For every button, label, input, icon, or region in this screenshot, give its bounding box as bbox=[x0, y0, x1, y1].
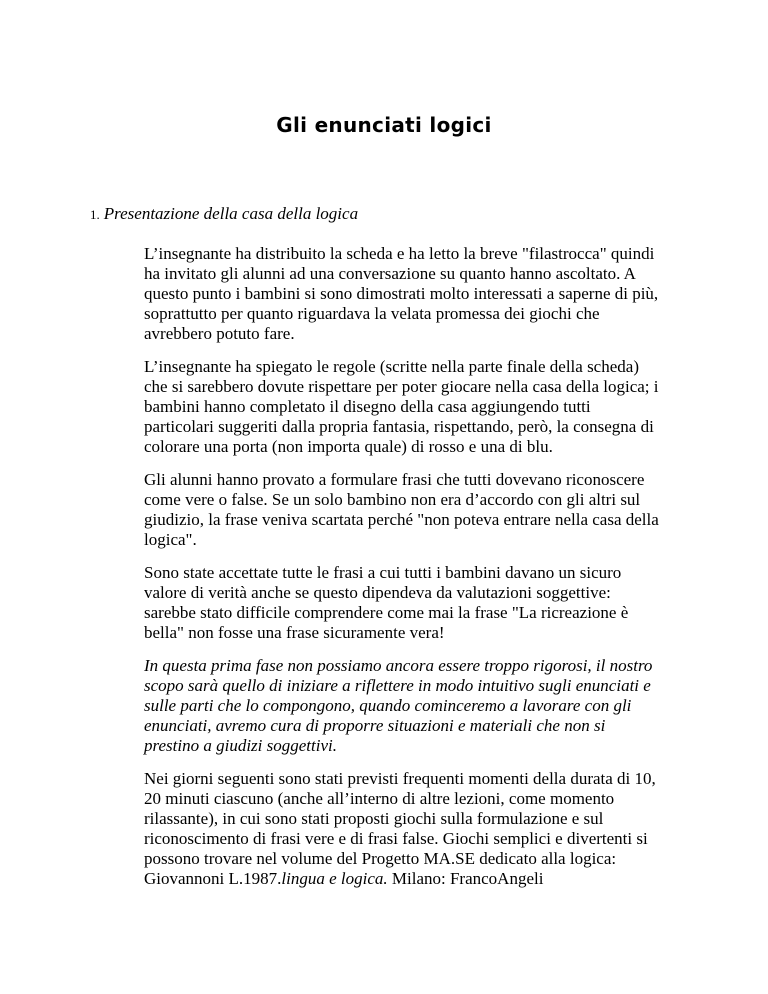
section-heading bbox=[90, 203, 358, 226]
section-heading-text: Presentazione della casa della logica bbox=[103, 204, 359, 223]
paragraph-2: L’insegnante ha spiegato le regole (scritte nella parte finale della scheda) che si sarebbero dovute rispettare per poter giocare nella casa della logica; i bambini hanno completato il disegno della casa aggiungendo tutti particolari suggeriti dalla propria fantasia, rispettando, però, la consegna di colorare una porta (non importa quale) di rosso e una di blu. bbox=[144, 357, 659, 456]
document-title: Gli enunciati logici bbox=[276, 113, 492, 137]
paragraph-6 bbox=[144, 769, 664, 889]
section-number: 1. bbox=[90, 207, 100, 222]
section-body bbox=[144, 244, 664, 902]
paragraph-6-publisher: Milano: FrancoAngeli bbox=[387, 869, 544, 888]
paragraph-1: L’insegnante ha distribuito la scheda e ha letto la breve "filastrocca" quindi ha invitato gli alunni ad una conversazione su quanto hanno ascoltato. A questo punto i bambini si sono dimostrati molto interessati a saperne di più, soprattutto per quanto riguardava la velata promessa dei giochi che avrebbero potuto fare. bbox=[144, 244, 659, 343]
paragraph-5-note: In questa prima fase non possiamo ancora essere troppo rigorosi, il nostro scopo sarà quello di iniziare a riflettere in modo intuitivo sugli enunciati e sulle parti che lo compongono, quando cominceremo a lavorare con gli enunciati, avremo cura di proporre situazioni e materiali che non si prestino a giudizi soggettivi. bbox=[144, 656, 653, 755]
paragraph-3: Gli alunni hanno provato a formulare frasi che tutti dovevano riconoscere come vere o false. Se un solo bambino non era d’accordo con gli altri sul giudizio, la frase veniva scartata perché "non poteva entrare nella casa della logica". bbox=[144, 470, 659, 549]
book-title: lingua e logica. bbox=[281, 869, 388, 888]
paragraph-6-text: Nei giorni seguenti sono stati previsti frequenti momenti della durata di 10, 20 minuti ciascuno (anche all’interno di altre lezioni, come momento rilassante), in cui sono stati proposti giochi sulla formulazione e sul riconoscimento di frasi vere e di frasi false. Giochi semplici e divertenti si possono trovare nel volume del Progetto MA.SE dedicato alla logica: Giovannoni L.1987. bbox=[144, 769, 656, 888]
paragraph-4: Sono state accettate tutte le frasi a cui tutti i bambini davano un sicuro valore di verità anche se questo dipendeva da valutazioni soggettive: sarebbe stato difficile comprendere come mai la frase "La ricreazione è bella" non fosse una frase sicuramente vera! bbox=[144, 563, 629, 642]
